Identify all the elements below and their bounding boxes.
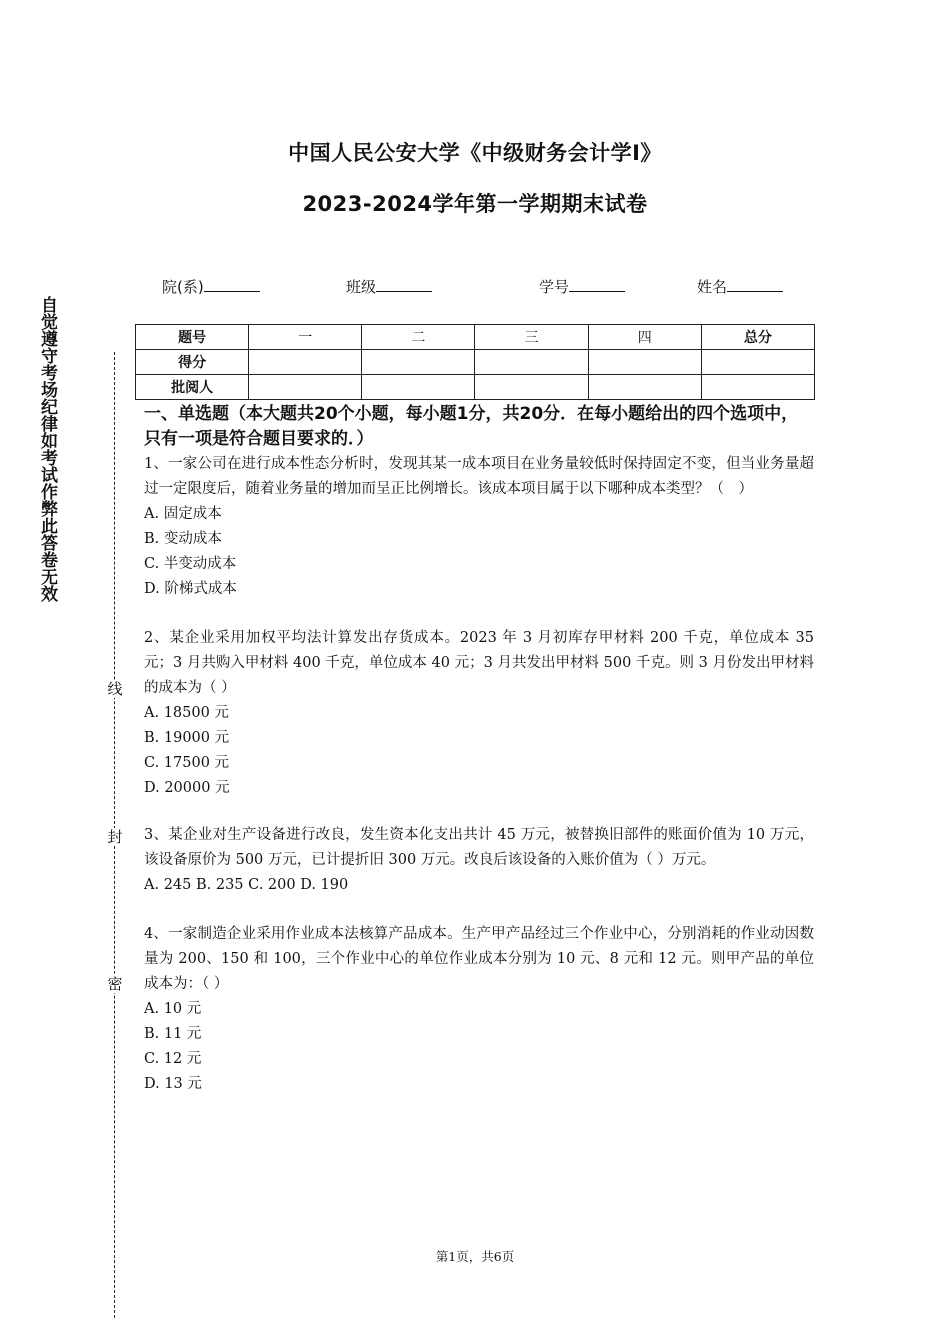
student-id-field[interactable]	[539, 276, 625, 297]
question-text: 3、某企业对生产设备进行改良，发生资本化支出共计 45 万元，被替换旧部件的账面价值为 10 万元，该设备原价为 500 万元，已计提折旧 300 万元。改良后该设备的入账价值为（ ）万元。	[144, 827, 814, 868]
binding-label-secret: 密	[107, 975, 123, 993]
option-a: A. 18500 元	[144, 705, 229, 721]
department-blank[interactable]	[204, 277, 260, 292]
score-cell[interactable]	[475, 350, 588, 375]
binding-label-seal: 封	[107, 828, 123, 846]
header-part-1: 一	[249, 325, 362, 350]
grader-cell[interactable]	[701, 375, 814, 400]
grader-row-label: 批阅人	[136, 375, 249, 400]
exam-content	[144, 402, 814, 1097]
grader-cell[interactable]	[475, 375, 588, 400]
options-inline: A. 245 B. 235 C. 200 D. 190	[144, 877, 349, 893]
option-d: D. 20000 元	[144, 780, 230, 796]
student-id-blank[interactable]	[569, 277, 625, 292]
option-b: B. 变动成本	[144, 531, 222, 547]
option-b: B. 11 元	[144, 1026, 202, 1042]
student-info-row	[0, 276, 950, 300]
question-text: 1、一家公司在进行成本性态分析时，发现其某一成本项目在业务量较低时保持固定不变，但当业务量超过一定限度后，随着业务量的增加而呈正比例增长。该成本项目属于以下哪种成本类型？（ ）	[144, 456, 814, 497]
class-field[interactable]	[346, 276, 432, 297]
binding-label-line: 线	[107, 680, 123, 698]
question-3	[144, 823, 814, 898]
name-label: 姓名	[697, 278, 728, 296]
score-cell[interactable]	[588, 350, 701, 375]
score-table-header-row	[136, 325, 815, 350]
header-total: 总分	[701, 325, 814, 350]
header-question-number: 题号	[136, 325, 249, 350]
option-d: D. 13 元	[144, 1076, 202, 1092]
page-number: 第1页，共6页	[435, 1249, 515, 1264]
exam-discipline-notice: 自觉遵守考场纪律如考试作弊此答卷无效	[37, 296, 57, 602]
header-part-2: 二	[362, 325, 475, 350]
exam-title-line2: 2023-2024学年第一学期期末试卷	[302, 192, 648, 216]
score-cell[interactable]	[249, 350, 362, 375]
department-field[interactable]	[162, 276, 260, 297]
question-2	[144, 626, 814, 801]
grader-row	[136, 375, 815, 400]
grader-cell[interactable]	[249, 375, 362, 400]
question-1	[144, 452, 814, 602]
question-text: 2、某企业采用加权平均法计算发出存货成本。2023 年 3 月初库存甲材料 200 千克，单位成本 35 元；3 月共购入甲材料 400 千克，单位成本 40 元；3 月共发出甲材料 500 千克。则 3 月份发出甲材料的成本为（ ）	[144, 630, 814, 696]
option-c: C. 半变动成本	[144, 556, 237, 572]
header-part-4: 四	[588, 325, 701, 350]
student-id-label: 学号	[539, 278, 570, 296]
option-c: C. 12 元	[144, 1051, 202, 1067]
option-b: B. 19000 元	[144, 730, 230, 746]
score-cell[interactable]	[701, 350, 814, 375]
option-a: A. 10 元	[144, 1001, 202, 1017]
score-row-label: 得分	[136, 350, 249, 375]
option-c: C. 17500 元	[144, 755, 230, 771]
section-heading: 一、单选题（本大题共20个小题，每小题1分，共20分．在每小题给出的四个选项中，只有一项是符合题目要求的．）	[144, 404, 799, 449]
question-4	[144, 922, 814, 1097]
score-cell[interactable]	[362, 350, 475, 375]
exam-title-line1: 中国人民公安大学《中级财务会计学Ⅰ》	[288, 141, 662, 165]
option-a: A. 固定成本	[144, 506, 222, 522]
grader-cell[interactable]	[362, 375, 475, 400]
header-part-3: 三	[475, 325, 588, 350]
department-label: 院(系)	[162, 278, 204, 296]
score-table	[135, 324, 815, 400]
question-text: 4、一家制造企业采用作业成本法核算产品成本。生产甲产品经过三个作业中心，分别消耗的作业动因数量为 200、150 和 100，三个作业中心的单位作业成本分别为 10 元、8 元和 12 元。则甲产品的单位成本为：（ ）	[144, 926, 814, 992]
option-d: D. 阶梯式成本	[144, 581, 237, 597]
grader-cell[interactable]	[588, 375, 701, 400]
name-field[interactable]	[697, 276, 783, 297]
class-label: 班级	[346, 278, 377, 296]
score-row	[136, 350, 815, 375]
class-blank[interactable]	[376, 277, 432, 292]
name-blank[interactable]	[727, 277, 783, 292]
